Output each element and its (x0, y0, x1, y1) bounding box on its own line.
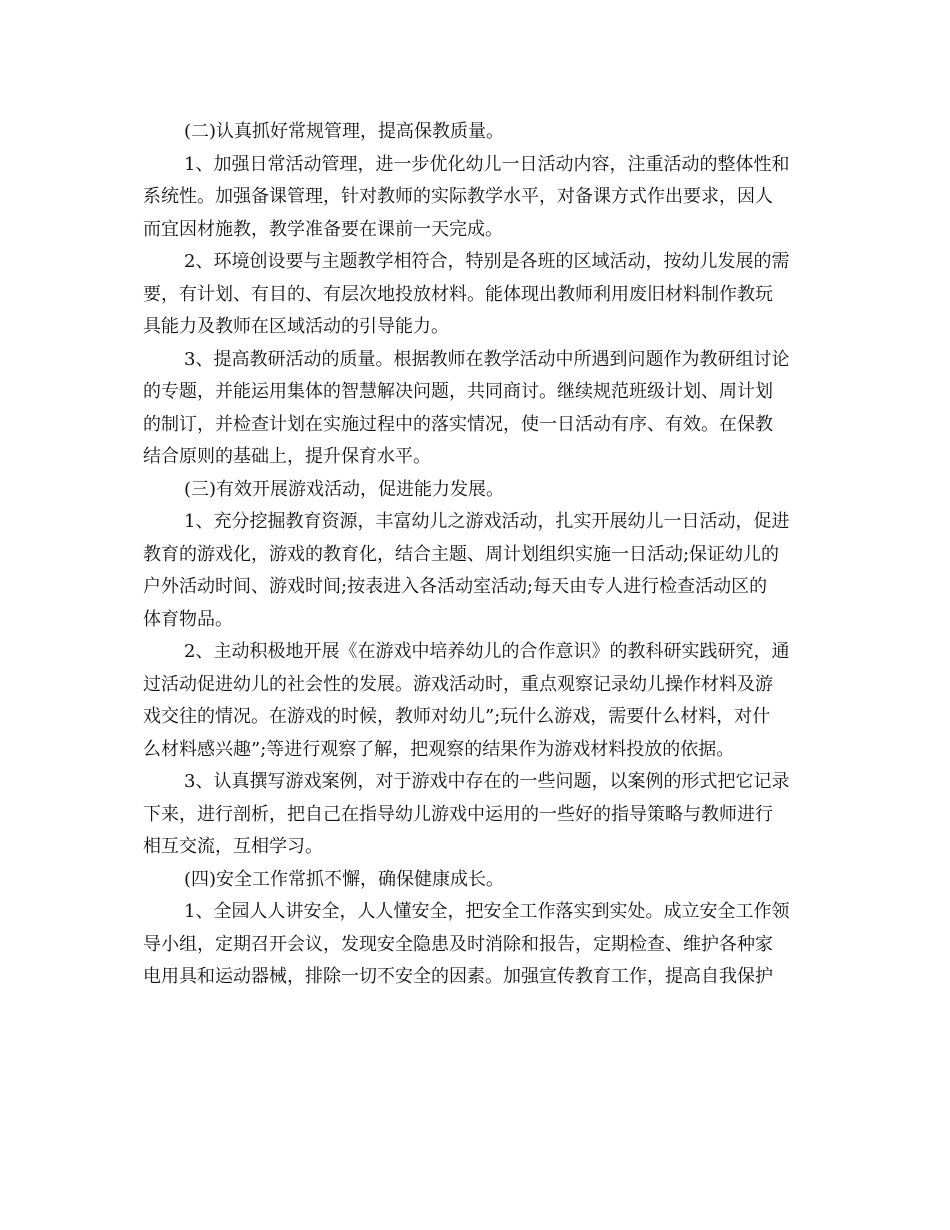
text-line: 2、主动积极地开展《在游戏中培养幼儿的合作意识》的教科研实践研究，通 (184, 641, 790, 662)
text-line: 么材料感兴趣”;等进行观察了解，把观察的结果作为游戏材料投放的依据。 (143, 738, 735, 760)
text-line: 下来，进行剖析，把自己在指导幼儿游戏中运用的一些好的指导策略与教师进行 (143, 803, 773, 825)
text-line: 1、充分挖掘教育资源，丰富幼儿之游戏活动，扎实开展幼儿一日活动，促进 (184, 511, 790, 532)
text-line: 电用具和运动器械，排除一切不安全的因素。加强宣传教育工作，提高自我保护 (143, 966, 773, 987)
text-line: 3、提高教研活动的质量。根据教师在教学活动中所遇到问题作为教研组讨论 (184, 348, 790, 370)
text-line: 1、全园人人讲安全，人人懂安全，把安全工作落实到实处。成立安全工作领 (184, 901, 790, 922)
text-line: 导小组，定期召开会议，发现安全隐患及时消除和报告，定期检查、维护各种家 (143, 933, 773, 955)
text-line: 而宜因材施教，教学准备要在课前一天完成。 (143, 218, 503, 240)
text-line: 过活动促进幼儿的社会性的发展。游戏活动时，重点观察记录幼儿操作材料及游 (143, 673, 773, 695)
text-line: 的制订，并检查计划在实施过程中的落实情况，使一日活动有序、有效。在保教 (143, 413, 773, 435)
text-line: (四)安全工作常抓不懈，确保健康成长。 (184, 868, 505, 890)
text-line: (三)有效开展游戏活动，促进能力发展。 (184, 478, 505, 500)
text-line: 具能力及教师在区域活动的引导能力。 (143, 316, 449, 337)
text-line: 要，有计划、有目的、有层次地投放材料。能体现出教师利用废旧材料制作教玩 (143, 283, 773, 305)
text-line: (二)认真抓好常规管理，提高保教质量。 (184, 121, 505, 142)
text-line: 结合原则的基础上，提升保育水平。 (143, 446, 431, 467)
text-line: 户外活动时间、游戏时间;按表进入各活动室活动;每天由专人进行检查活动区的 (143, 576, 768, 597)
text-line: 相互交流，互相学习。 (143, 836, 323, 857)
text-line: 3、认真撰写游戏案例，对于游戏中存在的一些问题，以案例的形式把它记录 (184, 771, 790, 792)
document-body (143, 116, 808, 994)
text-line: 系统性。加强备课管理，针对教师的实际教学水平，对备课方式作出要求，因人 (143, 186, 773, 207)
text-line: 1、加强日常活动管理，进一步优化幼儿一日活动内容，注重活动的整体性和 (184, 153, 790, 175)
text-line: 2、环境创设要与主题教学相符合，特别是各班的区域活动，按幼儿发展的需 (184, 251, 790, 272)
text-line: 教育的游戏化，游戏的教育化，结合主题、周计划组织实施一日活动;保证幼儿的 (143, 543, 780, 565)
text-line: 体育物品。 (143, 608, 233, 630)
text-line: 戏交往的情况。在游戏的时候，教师对幼儿”;玩什么游戏，需要什么材料，对什 (143, 706, 771, 727)
text-line: 的专题，并能运用集体的智慧解决问题，共同商讨。继续规范班级计划、周计划 (143, 381, 773, 402)
